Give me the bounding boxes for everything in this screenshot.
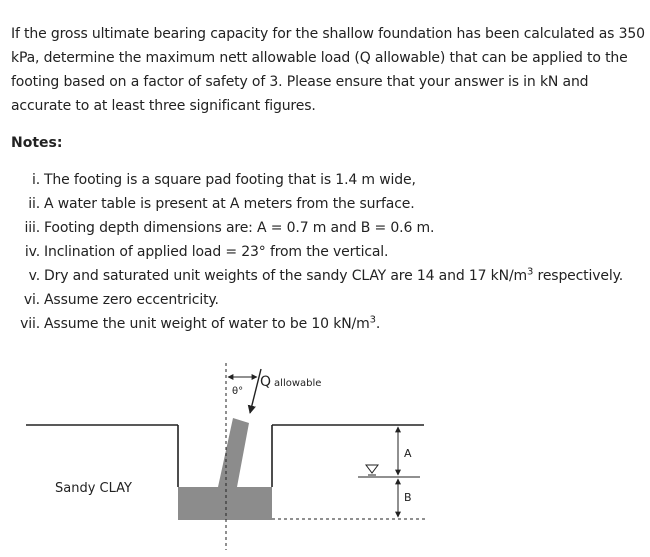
note-item [11,264,647,288]
dimension-a-label: A [404,447,412,460]
footing-base [178,487,272,520]
note-text: A water table is present at A meters from the surface. [44,196,415,212]
inclined-column [218,418,249,487]
note-text: Footing depth dimensions are: A = 0.7 m and B = 0.6 m. [44,220,435,236]
note-tail: respectively. [533,268,624,284]
note-superscript: 3 [369,314,376,326]
notes-heading: Notes: [11,135,63,151]
note-number: iv. [24,244,40,260]
note-text: The footing is a square pad footing that is 1.4 m wide, [44,172,416,188]
note-text: Assume zero eccentricity. [44,292,219,308]
note-item [11,168,647,192]
note-item [11,192,647,216]
note-tail: . [375,316,381,332]
foundation-diagram [0,355,650,555]
note-number: iii. [24,220,40,236]
note-number: i. [31,172,40,188]
water-table-icon [366,465,378,473]
load-label-suffix: allowable [274,378,322,389]
note-number: v. [28,268,40,284]
note-text: Inclination of applied load = 23° from the vertical. [44,244,389,260]
angle-label: θ° [232,386,244,397]
note-item [11,240,647,264]
note-item [11,312,647,336]
note-item [11,288,647,312]
note-text: Assume the unit weight of water to be 10 kN/m [44,316,370,332]
note-number: ii. [28,196,40,212]
dimension-b-label: B [404,491,412,504]
load-label [260,374,321,390]
question-text: If the gross ultimate bearing capacity for the shallow foundation has been calculated as 350 kPa, determine the maximum nett allowable load (Q allowable) that can be applied to the footing based on a factor of safety of 3. Please ensure that your answer is in kN and accurate to at least three significant figures. [11,26,645,114]
note-item [11,216,647,240]
note-number: vii. [20,316,40,332]
soil-label: Sandy CLAY [55,481,132,496]
note-superscript: 3 [527,266,534,278]
load-label-q: Q [260,374,272,390]
note-number: vi. [23,292,40,308]
note-text: Dry and saturated unit weights of the sandy CLAY are 14 and 17 kN/m [44,268,528,284]
notes-list [11,168,647,336]
